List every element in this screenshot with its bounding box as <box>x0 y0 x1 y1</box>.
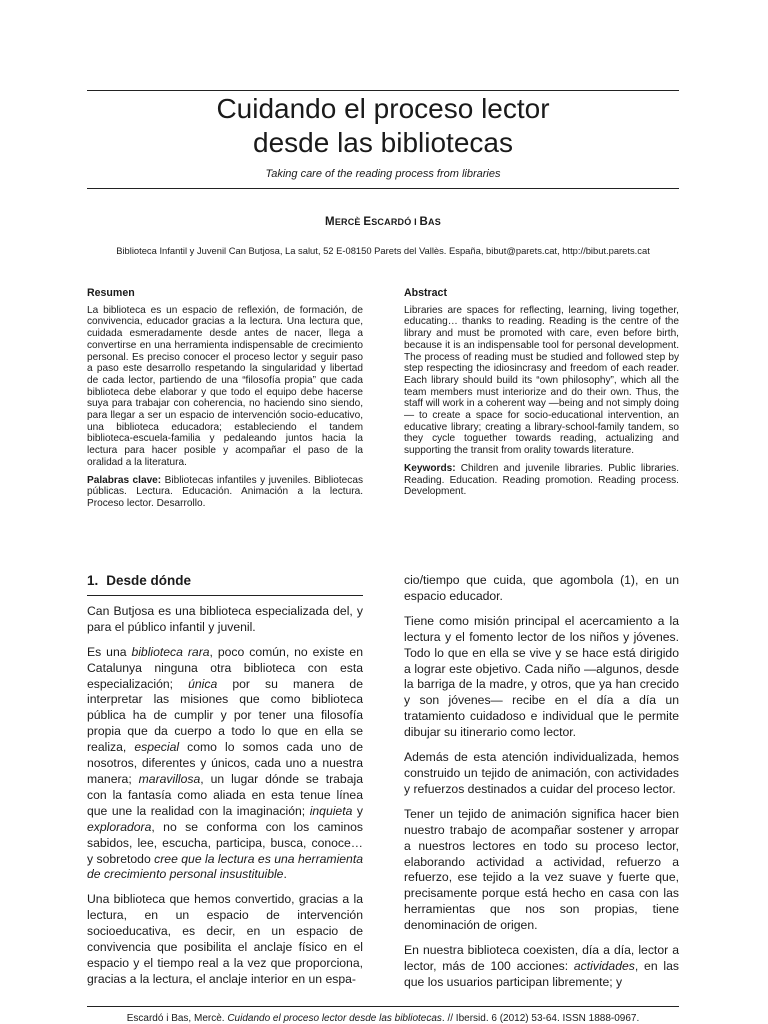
emphasis-run: única <box>188 676 218 691</box>
resumen-keywords-label: Palabras clave: <box>87 474 162 486</box>
text-run: , en las que los usuarios participan libremente; y <box>404 958 679 989</box>
emphasis-run: exploradora <box>87 819 152 834</box>
section-1-number: 1. <box>87 573 99 588</box>
body-paragraph-6: Además de esta atención individualizada, hemos construido un tejido de animación, con actividades y refuerzos destinados a cuidar del proceso lector. <box>404 750 679 796</box>
author-affiliation: Biblioteca Infantil y Juvenil Can Butjosa, La salut, 52 E-08150 Parets del Vallès. España, bibut@parets.cat, http://bibut.parets.cat <box>116 245 650 256</box>
resumen-block <box>87 288 363 516</box>
article-subtitle: Taking care of the reading process from libraries <box>265 168 501 180</box>
body-paragraph-4: cio/tiempo que cuida, que agombola (1), en un espacio educador. <box>404 573 679 603</box>
title-line-2: desde las bibliotecas <box>253 127 513 158</box>
article-title <box>87 92 679 160</box>
author-first-initial: M <box>325 216 335 228</box>
resumen-text: La biblioteca es un espacio de reflexión, de formación, de convivencia, educador gracias a la lectura. Una lectura que, cuidada esmeradamente desde antes de nacer, llega a convertirse en una herramienta indispensable de crecimiento personal. Es preciso conocer el proceso lector y seguir paso a paso este desarrollo respetando la singularidad y libertad de cada lector, partiendo de una “filosofía propia” que cada biblioteca debe elaborar y que todo el equipo debe hacerse suya para trabajar con coherencia, no haciendo sino siendo, para llegar a ser un espacio de intervención socio-educativo, una biblioteca educadora; estableciendo el tandem biblioteca-escuela-familia y pedaleando juntos hacia la lectura para hacer posible y acompañar el paso de la oralidad a la literatura. <box>87 304 363 468</box>
body-paragraph-8 <box>404 943 679 991</box>
body-paragraph-2 <box>87 645 363 884</box>
emphasis-run: cree que la lectura es una herramienta de crecimiento personal insustituible <box>87 851 363 882</box>
top-rule <box>87 90 679 91</box>
author-first-rest: ERCÈ <box>334 217 364 227</box>
text-run: , poco común, no existe en Catalunya ninguna otra biblioteca con esta especialización; <box>87 644 363 691</box>
text-run: , un lugar dónde se trabaja con la fantasía como aliada en esta tenue línea que une la realidad con la imaginación; <box>87 771 363 818</box>
author-last2-initial: B <box>419 216 429 228</box>
abstract-keywords-label: Keywords: <box>404 462 456 474</box>
emphasis-run: inquieta <box>309 803 353 818</box>
body-paragraph-7: Tener un tejido de animación significa hacer bien nuestro trabajo de acompañar sostener y arropar a nuestros lectores en todo su proceso lector, elaborando actividad a actividad, refuerzo a refuerzo, ese tejido a la vez suave y fuerte que, precisamente porque está hecho en casa con las herramientas que nos son propias, tiene denominación de origen. <box>404 806 679 933</box>
resumen-keywords-text: Bibliotecas infantiles y juveniles. Bibliotecas públicas. Lectura. Educación. Animación a la lectura. Proceso lector. Desarrollo. <box>87 474 363 509</box>
footer-title: Cuidando el proceso lector desde las bibliotecas <box>227 1013 442 1024</box>
body-right-column <box>404 573 679 1000</box>
author-last1-initial: E <box>363 216 372 228</box>
section-1-heading <box>87 573 363 596</box>
body-paragraph-3: Una biblioteca que hemos convertido, gracias a la lectura, en un espacio de intervención socioeducativa, es decir, en un espacio de convivencia que posibilita el anclaje físico en el espacio y el tiempo real a la vez que proporciona, gracias a la lectura, el anclaje interior en un espa- <box>87 892 363 986</box>
abstract-keywords <box>404 463 679 498</box>
author-last2-rest: AS <box>428 217 441 227</box>
abstract-heading: Abstract <box>404 287 447 299</box>
abstract-keywords-text: Children and juvenile libraries. Public libraries. Reading. Education. Reading promotion. Reading process. Development. <box>404 462 679 498</box>
resumen-heading: Resumen <box>87 287 135 299</box>
title-bottom-rule <box>87 188 679 189</box>
body-paragraph-5: Tiene como misión principal el acercamiento a la lectura y el fomento lector de los niños y jóvenes. Todo lo que en ella se vive y se hace está dirigido a lograr este objetivo. Cada niño —algunos, desde la barriga de la madre, y otros, que ya han crecido y son jóvenes— recibe en el día a día un tratamiento cuidadoso e individual que le permite dibujar su itinerario como lector. <box>404 613 679 740</box>
resumen-keywords <box>87 475 363 510</box>
body-paragraph-1: Can Butjosa es una biblioteca especializada del, y para el público infantil y juvenil. <box>87 603 363 634</box>
body-left-column <box>87 573 363 997</box>
text-run: , no se conforma con los caminos sabidos, lee, escucha, participa, busca, conoce… y sobretodo <box>87 819 363 866</box>
text-run: . <box>283 867 287 882</box>
text-run: Es una <box>87 644 132 659</box>
text-run: En nuestra biblioteca coexisten, día a día, lector a lector, más de 100 acciones: <box>404 943 679 973</box>
footer-source: . // Ibersid. 6 (2012) 53-64. ISSN 1888-0967. <box>441 1013 640 1024</box>
footer-author: Escardó i Bas, Mercè. <box>126 1013 228 1024</box>
text-run: por su manera de interpretar las misiones que como biblioteca pública ha de cumplir y por tener una filosofía propia que da cuerpo a todo lo que en ella se realiza, <box>87 676 363 755</box>
emphasis-run: especial <box>134 740 180 755</box>
title-line-1: Cuidando el proceso lector <box>216 93 550 124</box>
emphasis-run: biblioteca rara <box>131 644 210 659</box>
footer-rule <box>87 1006 679 1007</box>
section-1-title: Desde dónde <box>106 573 192 588</box>
emphasis-run: maravillosa <box>138 771 201 786</box>
abstract-block <box>404 288 679 504</box>
citation-footer <box>87 1013 679 1024</box>
text-run: como lo somos cada uno de nosotros, diferentes y únicos, cada uno a nuestra manera; <box>87 740 363 786</box>
emphasis-run: actividades <box>573 958 635 973</box>
text-run: y <box>352 803 363 818</box>
author-last1-rest: SCARDÓ I <box>371 217 420 227</box>
abstract-text: Libraries are spaces for reflecting, learning, living together, educating… thanks to reading. Reading is the centre of the library and must be promoted with care, even before birth, because it is an indispensable tool for personal development. The process of reading must be studied and followed step by step respecting the idiosincrasy and freedom of each reader. Each library should build its “own philosophy”, which all the team members must interiorize and do their own. Thus, the staff will work in a coherent way —being and not simply doing— to create a space for socio-educational intervention, an educative library; creating a library-school-family tandem, so they cycle toguether towards reading, actualizing and supporting the transit from orality towards literature. <box>404 304 679 457</box>
author-name <box>87 216 679 228</box>
